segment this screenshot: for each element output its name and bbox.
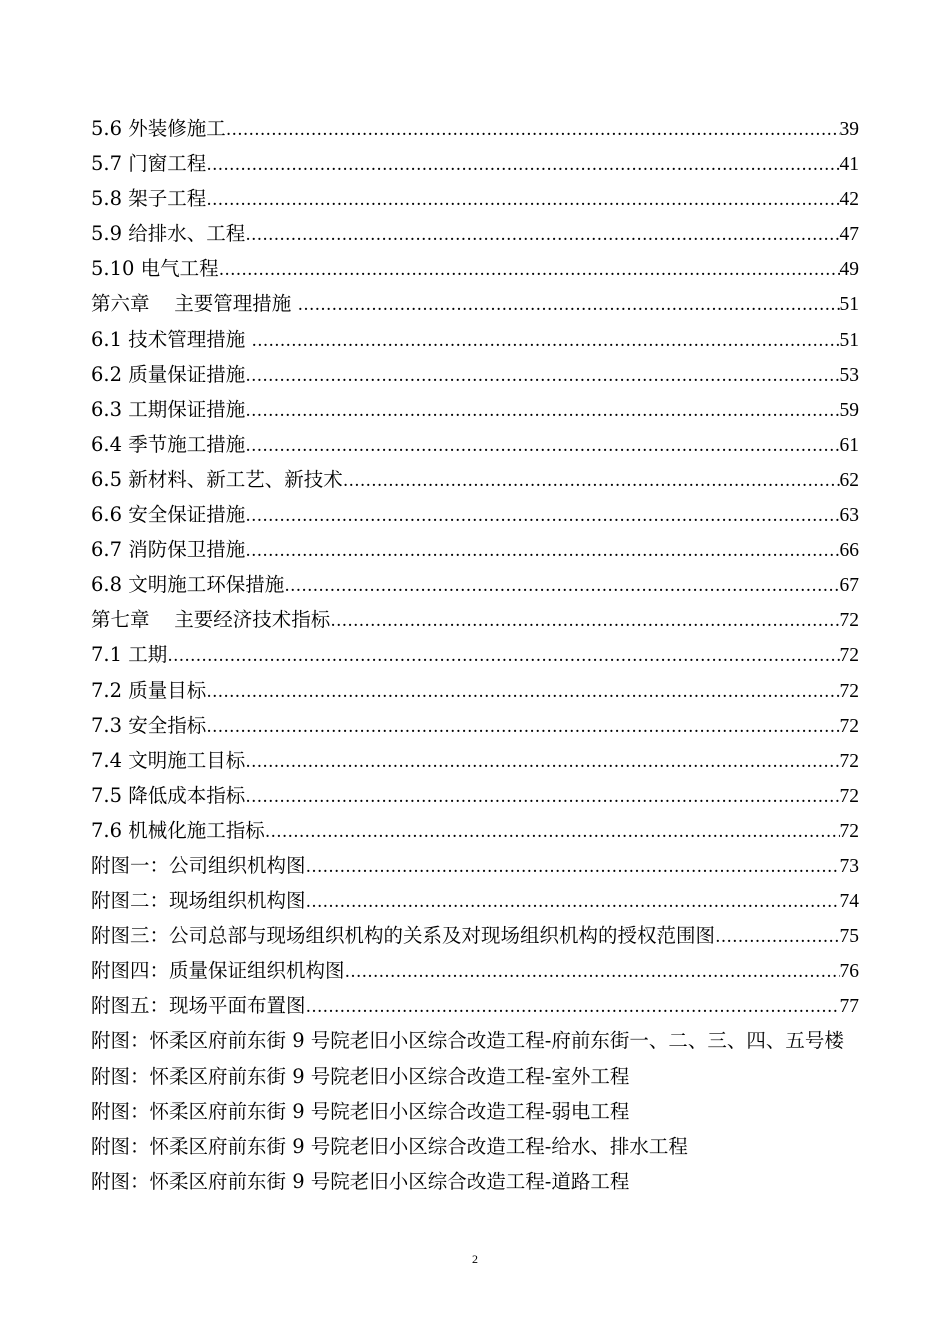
toc-entry-page: 39: [839, 119, 859, 140]
toc-entry-page: 49: [839, 259, 859, 281]
toc-entry-page: 51: [839, 329, 859, 351]
toc-entry-title: 第七章 主要经济技术指标: [91, 608, 331, 632]
toc-leader: [298, 288, 840, 321]
toc-entry-title: 附图一：公司组织机构图: [91, 853, 306, 877]
toc-leader: [245, 429, 839, 462]
page-number: 2: [472, 1252, 478, 1266]
toc-entry-page: 53: [839, 364, 859, 386]
toc-entry-page: 72: [839, 680, 859, 702]
toc-entry-title: 5.9 给排水、工程: [91, 222, 246, 246]
toc-leader: [245, 745, 839, 778]
toc-entry[interactable]: [91, 462, 859, 497]
toc-leader: [245, 780, 839, 813]
toc-entry-title: 6.2 质量保证措施: [91, 362, 246, 386]
toc-leader: [219, 253, 840, 286]
toc-entry-title: 第六章 主要管理措施: [91, 292, 298, 316]
toc-entry[interactable]: [91, 953, 859, 988]
toc-entry-title: 6.1 技术管理措施: [91, 327, 252, 351]
toc-leader: [251, 324, 839, 357]
toc-leader: [306, 990, 840, 1023]
toc-leader: [206, 710, 839, 743]
appendix-entry: 附图：怀柔区府前东街 9 号院老旧小区综合改造工程-给水、排水工程: [91, 1134, 688, 1158]
toc-entry[interactable]: [91, 181, 859, 216]
toc-entry-title: 5.6 外装修施工: [91, 117, 226, 140]
toc-chapter[interactable]: [91, 602, 859, 637]
toc-entry-page: 61: [839, 434, 859, 456]
toc-entry-title: 6.7 消防保卫措施: [91, 538, 246, 562]
toc-entry-page: 66: [839, 540, 859, 562]
toc-entry-page: 47: [839, 224, 859, 246]
toc-entry[interactable]: [91, 673, 859, 708]
toc-entry-page: 62: [839, 469, 859, 491]
toc-leader: [167, 639, 839, 672]
toc-entry[interactable]: [91, 813, 859, 848]
toc-entry-page: 72: [839, 715, 859, 737]
toc-leader: [343, 464, 840, 497]
toc-entry-page: 77: [839, 996, 859, 1018]
toc-entry[interactable]: [91, 392, 859, 427]
toc-entry-page: 41: [839, 154, 859, 176]
toc-entry[interactable]: [91, 743, 859, 778]
toc-entry-title: 7.6 机械化施工指标: [91, 818, 265, 842]
toc-entry-page: 73: [839, 855, 859, 877]
toc-entry-page: 72: [839, 785, 859, 807]
toc-leader: [306, 850, 840, 883]
toc-leader: [245, 359, 839, 392]
toc-leader: [284, 569, 839, 602]
toc-entry[interactable]: [91, 778, 859, 813]
toc-entry-title: 7.3 安全指标: [91, 713, 207, 737]
toc-leader: [345, 955, 840, 988]
toc-entry[interactable]: [91, 918, 859, 953]
toc-leader: [206, 148, 839, 181]
toc-entry[interactable]: [91, 357, 859, 392]
toc-entry-title: 5.10 电气工程: [91, 257, 219, 281]
toc-entry[interactable]: [91, 988, 859, 1023]
toc-entry-title: 附图二：现场组织机构图: [91, 889, 306, 913]
toc-leader: [206, 183, 839, 216]
toc-entry-page: 72: [839, 820, 859, 842]
toc-leader: [330, 604, 839, 637]
toc-entry-page: 51: [839, 294, 859, 316]
toc-entry-title: 5.8 架子工程: [91, 187, 207, 211]
toc-entry-page: 63: [839, 505, 859, 527]
toc-entry[interactable]: [91, 111, 859, 146]
toc-entry-page: 76: [839, 961, 859, 983]
toc-entry-title: 6.8 文明施工环保措施: [91, 573, 285, 597]
toc-entry-page: 42: [839, 189, 859, 211]
toc-entry[interactable]: [91, 427, 859, 462]
toc-entry-page: 72: [839, 610, 859, 632]
toc-entry-page: 59: [839, 399, 859, 421]
toc-leader: [245, 499, 839, 532]
toc-entry[interactable]: [91, 497, 859, 532]
toc-entry-title: 7.1 工期: [91, 643, 168, 667]
toc-leader: [245, 394, 839, 427]
toc-entry-title: 6.5 新材料、新工艺、新技术: [91, 467, 343, 491]
toc-entry-title: 6.6 安全保证措施: [91, 503, 246, 527]
toc-entry[interactable]: [91, 146, 859, 181]
toc-entry-title: 附图四：质量保证组织机构图: [91, 959, 345, 983]
toc-entry[interactable]: [91, 322, 859, 357]
toc-leader: [245, 218, 839, 251]
toc-entry[interactable]: [91, 567, 859, 602]
appendix-entry: 附图：怀柔区府前东街 9 号院老旧小区综合改造工程-弱电工程: [91, 1099, 630, 1123]
toc-entry-title: 附图五：现场平面布置图: [91, 994, 306, 1018]
toc-entry-page: 75: [839, 926, 859, 948]
toc-entry[interactable]: [91, 848, 859, 883]
toc-entry-page: 74: [839, 891, 859, 913]
toc-leader: [265, 815, 840, 848]
toc-entry[interactable]: [91, 708, 859, 743]
toc-entry-title: 5.7 门窗工程: [91, 152, 207, 176]
toc-leader: [245, 534, 839, 567]
appendix-entry: 附图：怀柔区府前东街 9 号院老旧小区综合改造工程-道路工程: [91, 1169, 630, 1193]
toc-entry-page: 67: [839, 575, 859, 597]
toc-entry[interactable]: [91, 251, 859, 286]
toc-entry[interactable]: [91, 532, 859, 567]
toc-leader: [715, 920, 839, 953]
toc-entry-title: 6.4 季节施工措施: [91, 432, 246, 456]
toc-entry[interactable]: [91, 637, 859, 672]
toc-entry-title: 7.4 文明施工目标: [91, 748, 246, 772]
toc-entry-title: 附图三：公司总部与现场组织机构的关系及对现场组织机构的授权范围图: [91, 924, 716, 948]
appendix-entry: 附图：怀柔区府前东街 9 号院老旧小区综合改造工程-府前东街一、二、三、四、五号楼: [91, 1029, 844, 1053]
toc-chapter[interactable]: [91, 286, 859, 321]
appendix-entry: 附图：怀柔区府前东街 9 号院老旧小区综合改造工程-室外工程: [91, 1064, 630, 1088]
toc-entry[interactable]: [91, 883, 859, 918]
toc-entry-page: 72: [839, 645, 859, 667]
toc-entry-title: 6.3 工期保证措施: [91, 397, 246, 421]
toc-entry-title: 7.5 降低成本指标: [91, 783, 246, 807]
toc-leader: [226, 113, 840, 146]
table-of-contents: [91, 111, 859, 1199]
toc-entry[interactable]: [91, 216, 859, 251]
toc-entry-title: 7.2 质量目标: [91, 678, 207, 702]
toc-leader: [206, 675, 839, 708]
toc-leader: [306, 885, 840, 918]
toc-entry-page: 72: [839, 750, 859, 772]
